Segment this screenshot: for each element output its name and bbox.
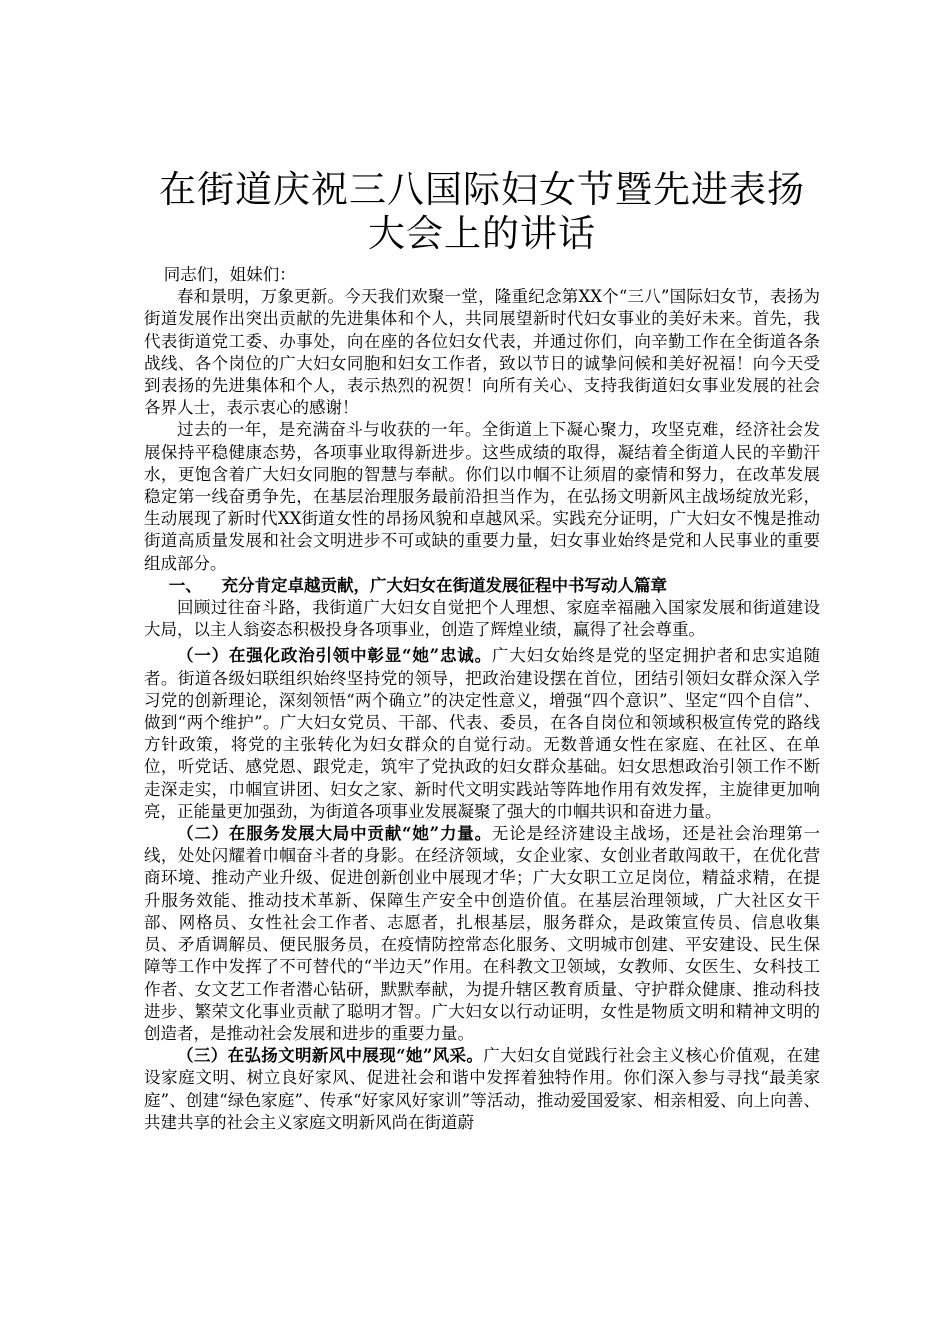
subsection-paragraph	[144, 823, 820, 1045]
section-intro: 回顾过往奋斗路，我街道广大妇女自觉把个人理想、家庭幸福融入国家发展和街道建设大局，以主人翁姿态积极投身各项事业，创造了辉煌业绩，赢得了社会尊重。	[144, 598, 820, 640]
section-heading	[144, 575, 820, 597]
salutation: 同志们，姐妹们：	[163, 265, 296, 284]
paragraph-review: 过去的一年，是充满奋斗与收获的一年。全街道上下凝心聚力，攻坚克难，经济社会发展保持平稳健康态势，各项事业取得新进步。这些成绩的取得，凝结着全街道人民的辛勤汗水，更饱含着广大妇女同胞的智慧与奉献。你们以巾帼不让须眉的豪情和努力，在改革发展稳定第一线奋勇争先，在基层治理服务最前沿担当作为，在弘扬文明新风主战场绽放光彩，生动展现了新时代XX街道女性的昂扬风貌和卓越风采。实践充分证明，广大妇女不愧是推动街道高质量发展和社会文明进步不可或缺的重要力量，妇女事业始终是党和人民事业的重要组成部分。	[144, 420, 820, 573]
subsection-paragraph	[144, 1045, 820, 1134]
subsection-text: 无论是经济建设主战场，还是社会治理第一线，处处闪耀着巾帼奋斗者的身影。在经济领域，女企业家、女创业者敢闯敢干，在优化营商环境、推动产业升级、促进创新创业中展现才华；广大女职工立足岗位，精益求精，在提升服务效能、推动技术革新、保障生产安全中创造价值。在基层治理领域，广大社区女干部、网格员、女性社会工作者、志愿者，扎根基层，服务群众，是政策宣传员、信息收集员、矛盾调解员、便民服务员，在疫情防控常态化服务、文明城市创建、平安建设、民生保障等工作中发挥了不可替代的“半边天”作用。在科教文卫领域，女教师、女医生、女科技工作者、女文艺工作者潜心钻研，默默奉献，为提升辖区教育质量、守护群众健康、推动科技进步、繁荣文化事业贡献了聪明才智。广大妇女以行动证明，女性是物质文明和精神文明的创造者，是推动社会发展和进步的重要力量。	[144, 824, 821, 1043]
document-title: 在街道庆祝三八国际妇女节暨先进表扬大会上的讲话	[159, 168, 805, 255]
subsection-text: 广大妇女始终是党的坚定拥护者和忠实追随者。街道各级妇联组织始终坚持党的领导，把政治建设摆在首位，团结引领妇女群众深入学习党的创新理论，深刻领悟“两个确立”的决定性意义，增强“四个意识”、坚定“四个自信”、做到“两个维护”。广大妇女党员、干部、代表、委员，在各自岗位和领域积极宣传党的路线方针政策，将党的主张转化为妇女群众的自觉行动。无数普通女性在家庭、在社区、在单位，听党话、感党恩、跟党走，筑牢了党执政的妇女群众基础。妇女思想政治引领工作不断走深走实，巾帼宣讲团、妇女之家、新时代文明实践站等阵地作用有效发挥，主旋律更加响亮，正能量更加强劲，为街道各项事业发展凝聚了强大的巾帼共识和奋进力量。	[144, 646, 821, 821]
document-page	[144, 168, 820, 1134]
subsection-lead: （一）在强化政治引领中彰显“她”忠诚。	[177, 646, 492, 666]
subsection-lead: （三）在弘扬文明新风中展现“她”风采。	[177, 1046, 484, 1066]
section-heading-text: 充分肯定卓越贡献，广大妇女在街道发展征程中书写动人篇章	[221, 575, 668, 595]
subsection-lead: （二）在服务发展大局中贡献“她”力量。	[177, 824, 492, 844]
section-number: 一、	[168, 575, 202, 595]
subsection-text: 广大妇女自觉践行社会主义核心价值观，在建设家庭文明、树立良好家风、促进社会和谐中发挥着独特作用。你们深入参与寻找“最美家庭”、创建“绿色家庭”、传承“好家风好家训”等活动，推动爱国爱家、相亲相爱、向上向善、共建共享的社会主义家庭文明新风尚在街道蔚	[144, 1046, 821, 1132]
paragraph-opening: 春和景明，万象更新。今天我们欢聚一堂，隆重纪念第XX个“三八”国际妇女节，表扬为街道发展作出突出贡献的先进集体和个人，共同展望新时代妇女事业的美好未来。首先，我代表街道党工委、办事处，向在座的各位妇女代表，并通过你们，向辛勤工作在全街道各条战线、各个岗位的广大妇女同胞和妇女工作者，致以节日的诚挚问候和美好祝福！向今天受到表扬的先进集体和个人，表示热烈的祝贺！向所有关心、支持我街道妇女事业发展的社会各界人士，表示衷心的感谢！	[144, 287, 820, 418]
subsection-paragraph	[144, 645, 820, 823]
